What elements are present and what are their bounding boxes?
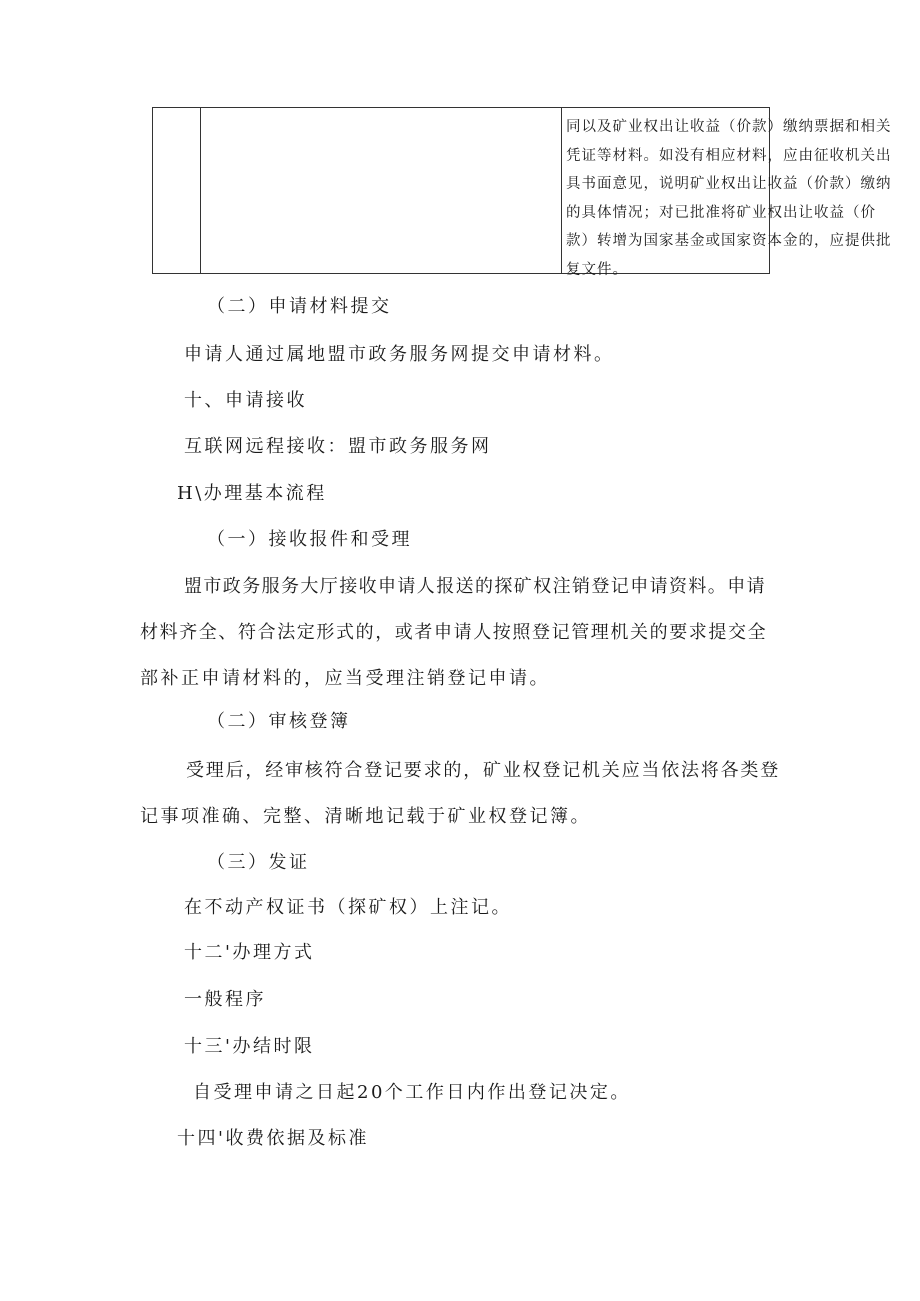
table-line: 复文件。 bbox=[566, 261, 628, 278]
paragraph: 自受理申请之日起20个工作日内作出登记决定。 bbox=[193, 1082, 631, 1103]
section-heading: H\办理基本流程 bbox=[177, 483, 327, 504]
table-line: 的具体情况；对已批准将矿业权出让收益（价 bbox=[566, 204, 876, 221]
section-heading: 十四'收费依据及标准 bbox=[177, 1128, 369, 1149]
table-cell-name bbox=[200, 108, 562, 273]
materials-table bbox=[152, 107, 892, 278]
subsection-heading: （一）接收报件和受理 bbox=[207, 529, 412, 550]
table-cell-requirements bbox=[566, 113, 892, 284]
paragraph-line: 受理后，经审核符合登记要求的，矿业权登记机关应当依法将各类登 bbox=[186, 760, 780, 781]
paragraph: 申请人通过属地盟市政务服务网提交申请材料。 bbox=[184, 344, 615, 365]
table-line: 同以及矿业权出让收益（价款）缴纳票据和相关 bbox=[566, 119, 892, 135]
table-cell-index bbox=[153, 108, 201, 273]
subsection-heading: （二）申请材料提交 bbox=[207, 296, 392, 317]
subsection-heading: （三）发证 bbox=[207, 852, 310, 873]
table-line: 具书面意见，说明矿业权出让收益（价款）缴纳 bbox=[566, 176, 892, 192]
paragraph-line: 部补正申请材料的，应当受理注销登记申请。 bbox=[140, 668, 550, 689]
paragraph: 在不动产权证书（探矿权）上注记。 bbox=[184, 897, 512, 918]
table-line: 凭证等材料。如没有相应材料，应由征收机关出 bbox=[566, 147, 892, 164]
paragraph: 互联网远程接收：盟市政务服务网 bbox=[184, 436, 492, 457]
section-heading: 十、申请接收 bbox=[184, 390, 307, 411]
section-heading: 十二'办理方式 bbox=[184, 942, 315, 963]
table-line: 款）转增为国家基金或国家资本金的，应提供批 bbox=[566, 233, 892, 249]
subsection-heading: （二）审核登簿 bbox=[207, 711, 351, 732]
paragraph: 一般程序 bbox=[184, 989, 266, 1010]
paragraph-line: 记事项准确、完整、清晰地记载于矿业权登记簿。 bbox=[140, 806, 591, 827]
paragraph-line: 盟市政务服务大厅接收申请人报送的探矿权注销登记申请资料。申请 bbox=[184, 576, 766, 597]
section-heading: 十三'办结时限 bbox=[184, 1036, 315, 1057]
paragraph-line: 材料齐全、符合法定形式的，或者申请人按照登记管理机关的要求提交全 bbox=[140, 622, 768, 643]
